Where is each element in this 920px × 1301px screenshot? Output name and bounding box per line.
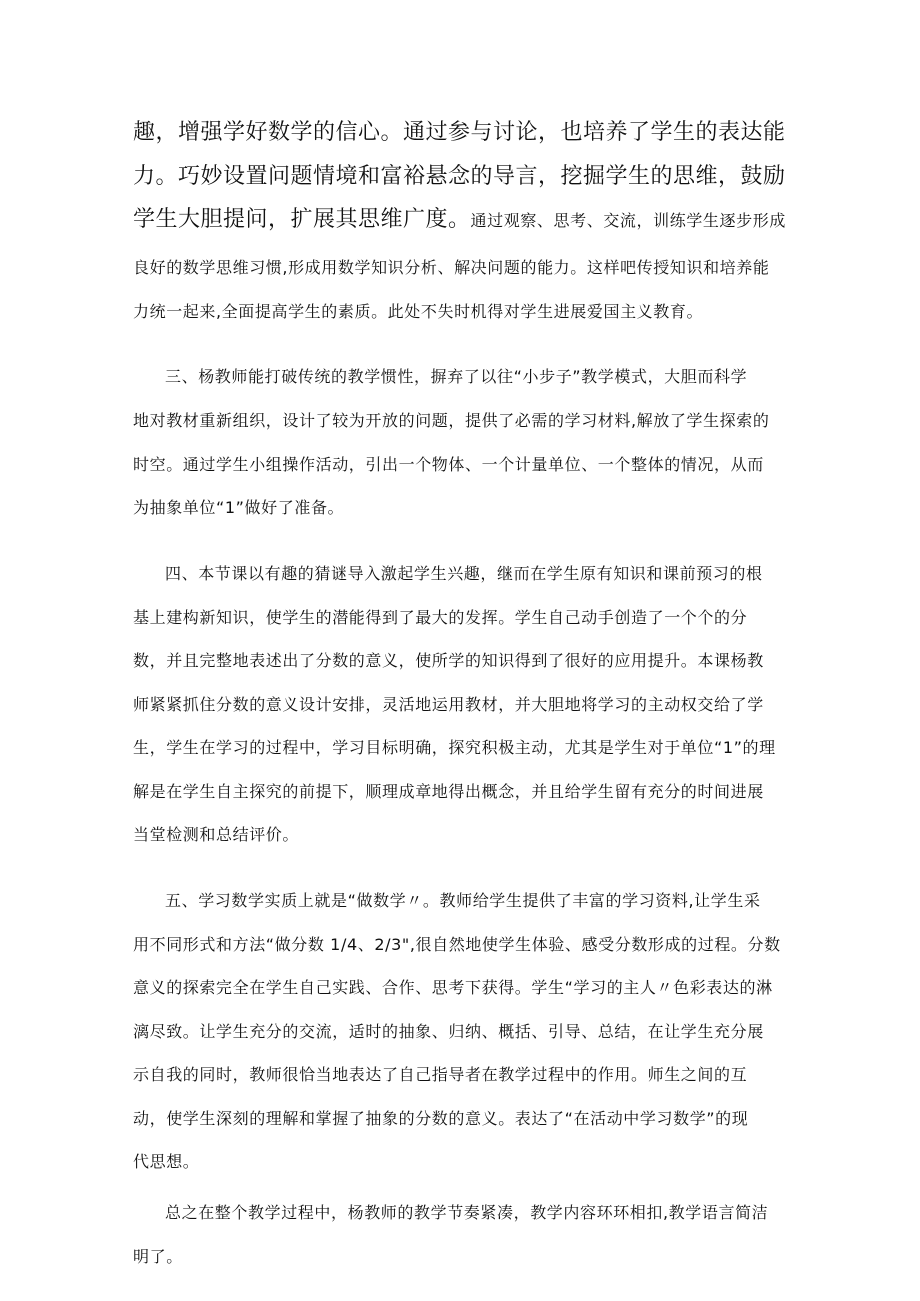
paragraph-5-line: 代思想。: [133, 1152, 200, 1171]
paragraph-4-line: 生，学生在学习的过程中，学习目标明确，探究积极主动，尤其是学生对于单位“1”的理: [133, 738, 776, 757]
intro-line-2: 力。巧妙设置问题情境和富裕悬念的导言，挖掘学生的思维，鼓励: [133, 164, 786, 189]
paragraph-4-line: 师紧紧抓住分数的意义设计安排，灵活地运用教材，并大胆地将学习的主动权交给了学: [133, 695, 764, 714]
paragraph-5-line: 动，使学生深刻的理解和掌握了抽象的分数的意义。表达了“在活动中学习数学”的现: [133, 1109, 749, 1128]
paragraph-5-line: 示自我的同时，教师很恰当地表达了自己指导者在教学过程中的作用。师生之间的互: [133, 1065, 748, 1084]
paragraph-3-line: 三、杨教师能打破传统的教学惯性，摒弃了以往“小步子”教学模式，大胆而科学: [165, 367, 748, 386]
intro-line-3-small: 通过观察、思考、交流，训练学生逐步形成: [470, 211, 786, 230]
intro-line-5: 力统一起来,全面提高学生的素质。此处不失时机得对学生进展爱国主义教育。: [133, 302, 704, 321]
paragraph-5-line: 用不同形式和方法“做分数 1/4、2/3",很自然地使学生体验、感受分数形成的过程。分数: [133, 935, 781, 954]
summary-line: 明了。: [133, 1247, 183, 1266]
intro-line-1: 趣，增强学好数学的信心。通过参与讨论，也培养了学生的表达能: [133, 120, 786, 145]
paragraph-5-line: 五、学习数学实质上就是“做数学〃。教师给学生提供了丰富的学习资料,让学生采: [165, 891, 761, 910]
paragraph-4-line: 数，并且完整地表述出了分数的意义，使所学的知识得到了很好的应用提升。本课杨教: [133, 651, 764, 670]
paragraph-4-line: 当堂检测和总结评价。: [133, 825, 300, 844]
paragraph-5-line: 漓尽致。让学生充分的交流，适时的抽象、归纳、概括、引导、总结，在让学生充分展: [133, 1022, 764, 1041]
intro-line-3-large: 学生大胆提问，扩展其思维广度。: [133, 207, 471, 232]
intro-line-3: [133, 206, 786, 235]
paragraph-4-line: 四、本节课以有趣的猜谜导入激起学生兴趣，继而在学生原有知识和课前预习的根: [165, 564, 763, 583]
paragraph-3-line: 为抽象单位“1”做好了准备。: [133, 498, 345, 517]
paragraph-3-line: 地对教材重新组织，设计了较为开放的问题，提供了必需的学习材料,解放了学生探索的: [133, 411, 770, 430]
paragraph-4-line: 基上建构新知识，使学生的潜能得到了最大的发挥。学生自己动手创造了一个个的分: [133, 608, 748, 627]
paragraph-5-line: 意义的探索完全在学生自己实践、合作、思考下获得。学生“学习的主人〃色彩表达的淋: [133, 978, 773, 997]
summary-line: 总之在整个教学过程中，杨教师的教学节奏紧凑，教学内容环环相扣,教学语言简洁: [165, 1203, 769, 1222]
paragraph-4-line: 解是在学生自主探究的前提下，顺理成章地得出概念，并且给学生留有充分的时间进展: [133, 782, 764, 801]
intro-line-4: 良好的数学思维习惯,形成用数学知识分析、解决问题的能力。这样吧传授知识和培养能: [133, 258, 770, 277]
paragraph-3-line: 时空。通过学生小组操作活动，引出一个物体、一个计量单位、一个整体的情况，从而: [133, 455, 764, 474]
